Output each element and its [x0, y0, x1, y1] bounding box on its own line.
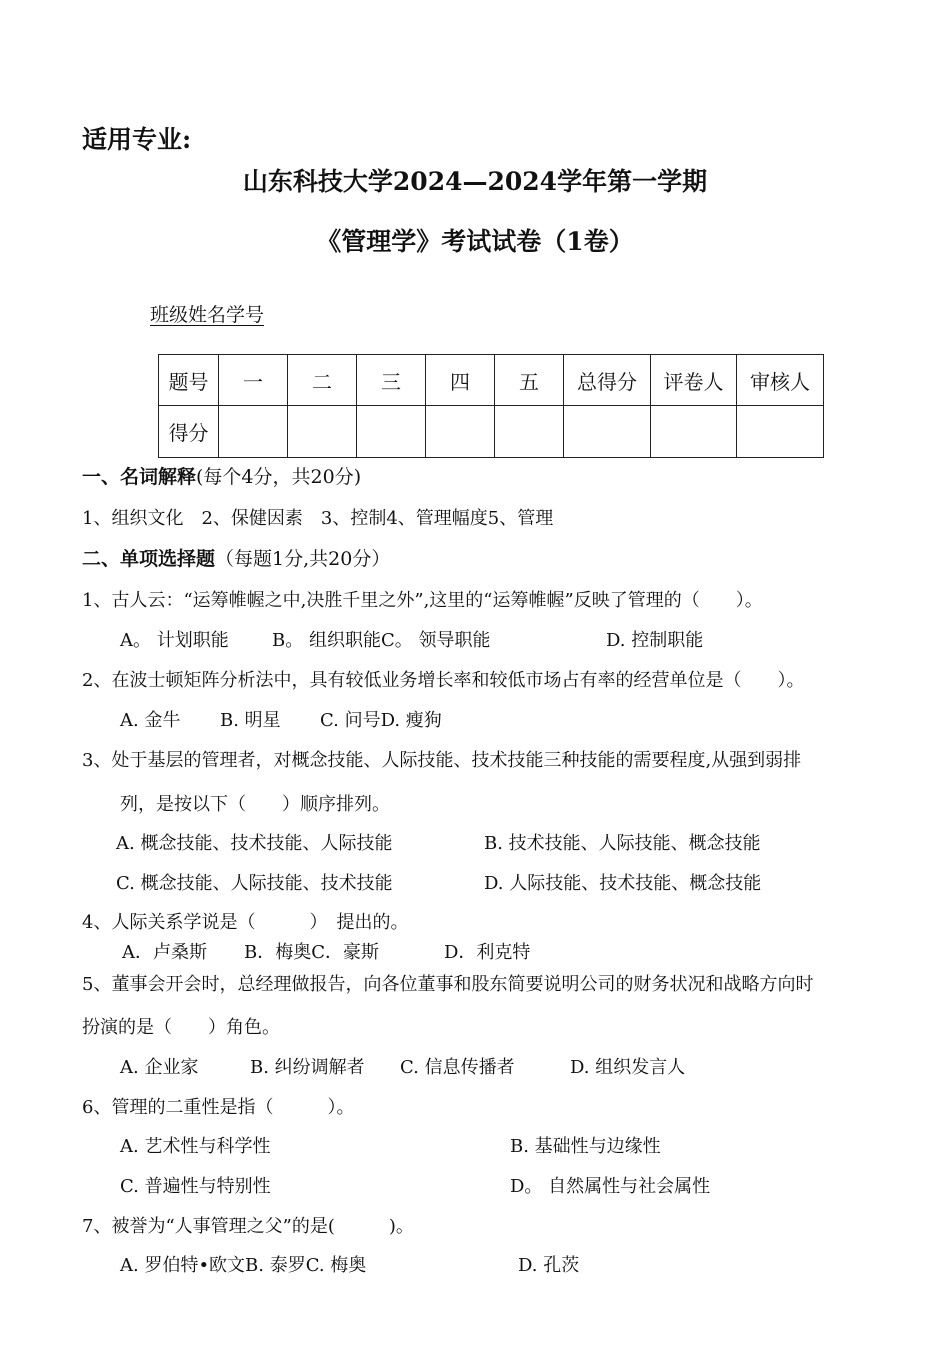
- question-3-stem: 3、处于基层的管理者，对概念技能、人际技能、技术技能三种技能的需要程度,从强到弱排: [82, 750, 802, 771]
- question-6-option-b: B. 基础性与边缘性: [510, 1136, 661, 1157]
- score-table-score-row: [159, 406, 824, 458]
- section1-heading: [82, 462, 361, 489]
- score-table-header-row: [159, 355, 824, 406]
- question-2-option-a: A. 金牛: [120, 710, 181, 731]
- question-4-stem: 4、人际关系学说是（ ） 提出的。: [82, 912, 409, 933]
- exam-title-university: 山东科技大学2024—2024学年第一学期: [242, 167, 708, 196]
- score-cell[interactable]: [219, 406, 288, 458]
- score-table: [158, 354, 824, 458]
- score-table-header: 二: [288, 355, 357, 406]
- question-1-option-a: A。 计划职能: [120, 630, 229, 651]
- score-cell[interactable]: [495, 406, 564, 458]
- question-1-option-bc: B。 组织职能C。 领导职能: [272, 630, 491, 651]
- score-table-header: 审核人: [737, 355, 824, 406]
- score-table-header: 题号: [159, 355, 219, 406]
- score-cell[interactable]: [737, 406, 824, 458]
- score-cell[interactable]: [426, 406, 495, 458]
- question-2-stem: 2、在波士顿矩阵分析法中，具有较低业务增长率和较低市场占有率的经营单位是（ ）。: [82, 670, 805, 691]
- score-table-header: 总得分: [564, 355, 651, 406]
- question-5-stem: 5、董事会开会时，总经理做报告，向各位董事和股东简要说明公司的财务状况和战略方向时: [82, 974, 814, 995]
- question-2-option-b: B. 明星: [220, 710, 281, 731]
- student-info-line: 班级姓名学号: [150, 304, 265, 326]
- score-cell[interactable]: [288, 406, 357, 458]
- question-5-option-c: C. 信息传播者: [400, 1057, 515, 1078]
- question-6-option-c: C. 普遍性与特别性: [120, 1176, 271, 1197]
- section1-items: 1、组织文化 2、保健因素 3、控制4、管理幅度5、管理: [82, 508, 554, 529]
- score-table-header: 四: [426, 355, 495, 406]
- question-7-option-d: D. 孔茨: [518, 1255, 580, 1276]
- question-4-option-bc: B．梅奥C．豪斯: [244, 942, 379, 963]
- score-table-header: 一: [219, 355, 288, 406]
- question-4-option-d: D．利克特: [444, 942, 531, 963]
- section2-title: 二、单项选择题: [82, 548, 216, 570]
- question-3-option-a: A. 概念技能、技术技能、人际技能: [116, 833, 393, 854]
- question-6-option-a: A. 艺术性与科学性: [120, 1136, 271, 1157]
- score-row-label: 得分: [159, 406, 219, 458]
- question-4-option-a: A．卢桑斯: [122, 942, 207, 963]
- score-table-header: 五: [495, 355, 564, 406]
- question-1-stem: 1、古人云：“运筹帷幄之中,决胜千里之外”,这里的“运筹帷幄”反映了管理的（ ）。: [82, 590, 763, 611]
- score-table-header: 评卷人: [651, 355, 737, 406]
- question-3-option-c: C. 概念技能、人际技能、技术技能: [116, 873, 393, 894]
- question-3-option-d: D. 人际技能、技术技能、概念技能: [484, 873, 762, 894]
- major-label: 适用专业:: [82, 125, 192, 154]
- question-7-option-abc: A. 罗伯特•欧文B. 泰罗C. 梅奥: [120, 1255, 367, 1276]
- question-6-stem: 6、管理的二重性是指（ ）。: [82, 1097, 355, 1118]
- question-2-option-cd: C. 问号D. 瘦狗: [320, 710, 442, 731]
- section2-note: （每题1分,共20分）: [215, 548, 391, 570]
- question-1-option-d: D. 控制职能: [606, 630, 704, 651]
- section2-heading: [82, 544, 390, 571]
- question-5-stem-continued: 扮演的是（ ）角色。: [82, 1017, 280, 1038]
- question-5-option-d: D. 组织发言人: [570, 1057, 686, 1078]
- exam-title-course: 《管理学》考试试卷（1卷）: [316, 227, 634, 256]
- score-cell[interactable]: [357, 406, 426, 458]
- question-3-stem-continued: 列，是按以下（ ）顺序排列。: [120, 794, 390, 815]
- score-cell[interactable]: [564, 406, 651, 458]
- score-cell[interactable]: [651, 406, 737, 458]
- question-5-option-a: A. 企业家: [120, 1057, 199, 1078]
- section1-title: 一、名词解释: [82, 466, 197, 488]
- question-7-stem: 7、被誉为“人事管理之父”的是( )。: [82, 1216, 414, 1237]
- question-3-option-b: B. 技术技能、人际技能、概念技能: [484, 833, 761, 854]
- question-6-option-d: D。 自然属性与社会属性: [510, 1176, 711, 1197]
- section1-note: (每个4分，共20分): [196, 466, 362, 488]
- score-table-header: 三: [357, 355, 426, 406]
- question-5-option-b: B. 纠纷调解者: [250, 1057, 365, 1078]
